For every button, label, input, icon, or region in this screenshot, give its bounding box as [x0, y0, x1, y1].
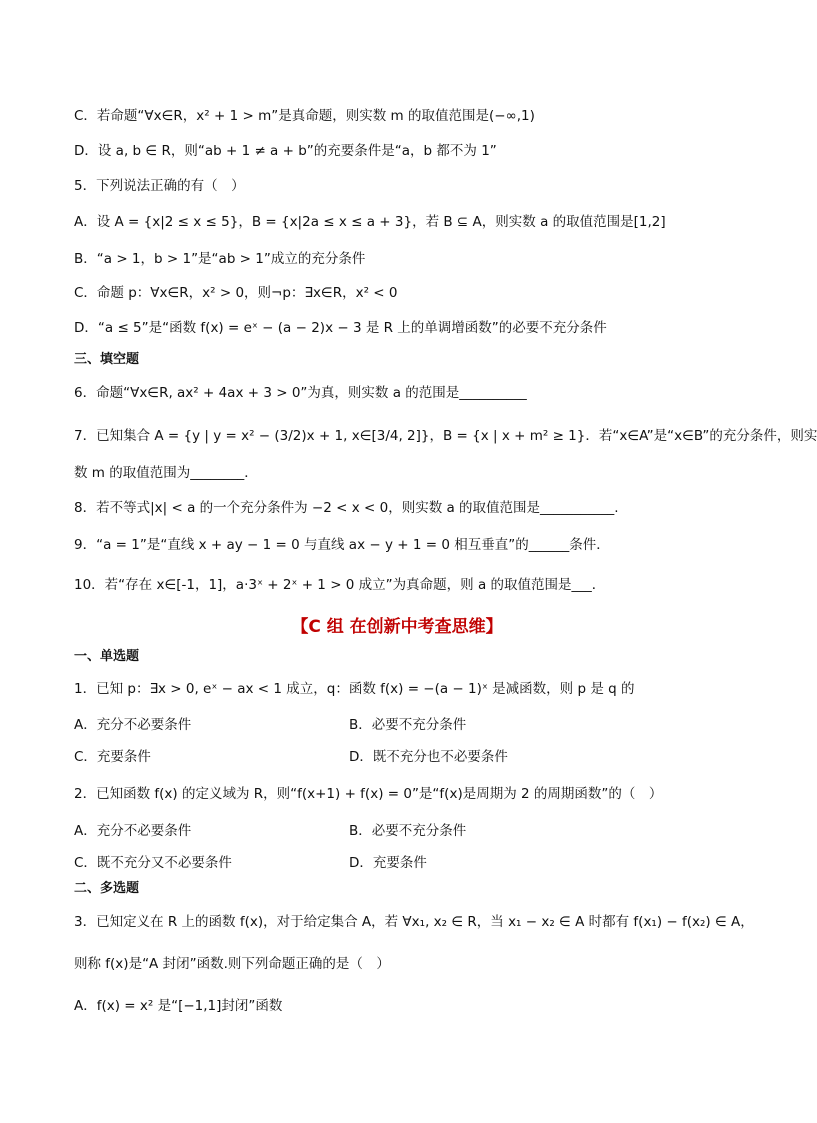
c2-option-d: D．充要条件: [349, 855, 427, 871]
c1-option-d: D．既不充分也不必要条件: [349, 749, 508, 765]
c-question-3-line2: 则称 f(x)是“A 封闭”函数.则下列命题正确的是（ ）: [74, 956, 390, 972]
c-question-2: 2．已知函数 f(x) 的定义域为 R，则“f(x+1) + f(x) = 0”是“f(x)是周期为 2 的周期函数”的（ ）: [74, 786, 663, 802]
c-question-1: 1．已知 p：∃x > 0, eˣ − ax < 1 成立，q：函数 f(x) = −(a − 1)ˣ 是减函数，则 p 是 q 的: [74, 681, 635, 697]
c2-option-a: A．充分不必要条件: [74, 823, 192, 839]
question-6: 6．命题“∀x∈R, ax² + 4ax + 3 > 0”为真，则实数 a 的范围是__________: [74, 385, 527, 401]
question-5-stem: 5．下列说法正确的有（ ）: [74, 178, 245, 194]
question-7-line1: 7．已知集合 A = {y | y = x² − (3/2)x + 1, x∈[3/4, 2]}，B = {x | x + m² ≥ 1}．若“x∈A”是“x∈B”的充分条件，则实: [74, 428, 817, 444]
section-multi-choice-heading: 二、多选题: [74, 881, 140, 896]
c2-option-b: B．必要不充分条件: [349, 823, 467, 839]
group-c-title: 【C 组 在创新中考查思维】: [291, 617, 503, 637]
c-question-3-line1: 3．已知定义在 R 上的函数 f(x)，对于给定集合 A，若 ∀x₁, x₂ ∈ R，当 x₁ − x₂ ∈ A 时都有 f(x₁) − f(x₂) ∈ A，: [74, 914, 754, 930]
section-single-choice-heading: 一、单选题: [74, 649, 140, 664]
question-7-line2: 数 m 的取值范围为________．: [74, 465, 258, 481]
question-10: 10．若“存在 x∈[-1，1]，a·3ˣ + 2ˣ + 1 > 0 成立”为真命题，则 a 的取值范围是___．: [74, 577, 606, 593]
c1-option-c: C．充要条件: [74, 749, 151, 765]
c1-option-a: A．充分不必要条件: [74, 717, 192, 733]
q5-option-a: A．设 A = {x|2 ≤ x ≤ 5}，B = {x|2a ≤ x ≤ a + 3}，若 B ⊆ A，则实数 a 的取值范围是[1,2]: [74, 214, 666, 230]
c3-option-a: A．f(x) = x² 是“[−1,1]封闭”函数: [74, 998, 283, 1014]
q4-option-c: C．若命题“∀x∈R，x² + 1 > m”是真命题，则实数 m 的取值范围是(−∞,1): [74, 108, 535, 124]
c1-option-b: B．必要不充分条件: [349, 717, 467, 733]
q5-option-d: D．“a ≤ 5”是“函数 f(x) = eˣ − (a − 2)x − 3 是 R 上的单调增函数”的必要不充分条件: [74, 320, 607, 336]
question-8: 8．若不等式|x| < a 的一个充分条件为 −2 < x < 0，则实数 a 的取值范围是___________.: [74, 500, 619, 516]
q5-option-c: C．命题 p：∀x∈R，x² > 0，则¬p：∃x∈R，x² < 0: [74, 285, 398, 301]
q5-option-b: B．“a > 1，b > 1”是“ab > 1”成立的充分条件: [74, 251, 366, 267]
c2-option-c: C．既不充分又不必要条件: [74, 855, 232, 871]
q4-option-d: D．设 a, b ∈ R，则“ab + 1 ≠ a + b”的充要条件是“a，b 都不为 1”: [74, 143, 497, 159]
question-9: 9．“a = 1”是“直线 x + ay − 1 = 0 与直线 ax − y + 1 = 0 相互垂直”的______条件．: [74, 537, 610, 553]
section-fill-blank-heading: 三、填空题: [74, 352, 140, 367]
